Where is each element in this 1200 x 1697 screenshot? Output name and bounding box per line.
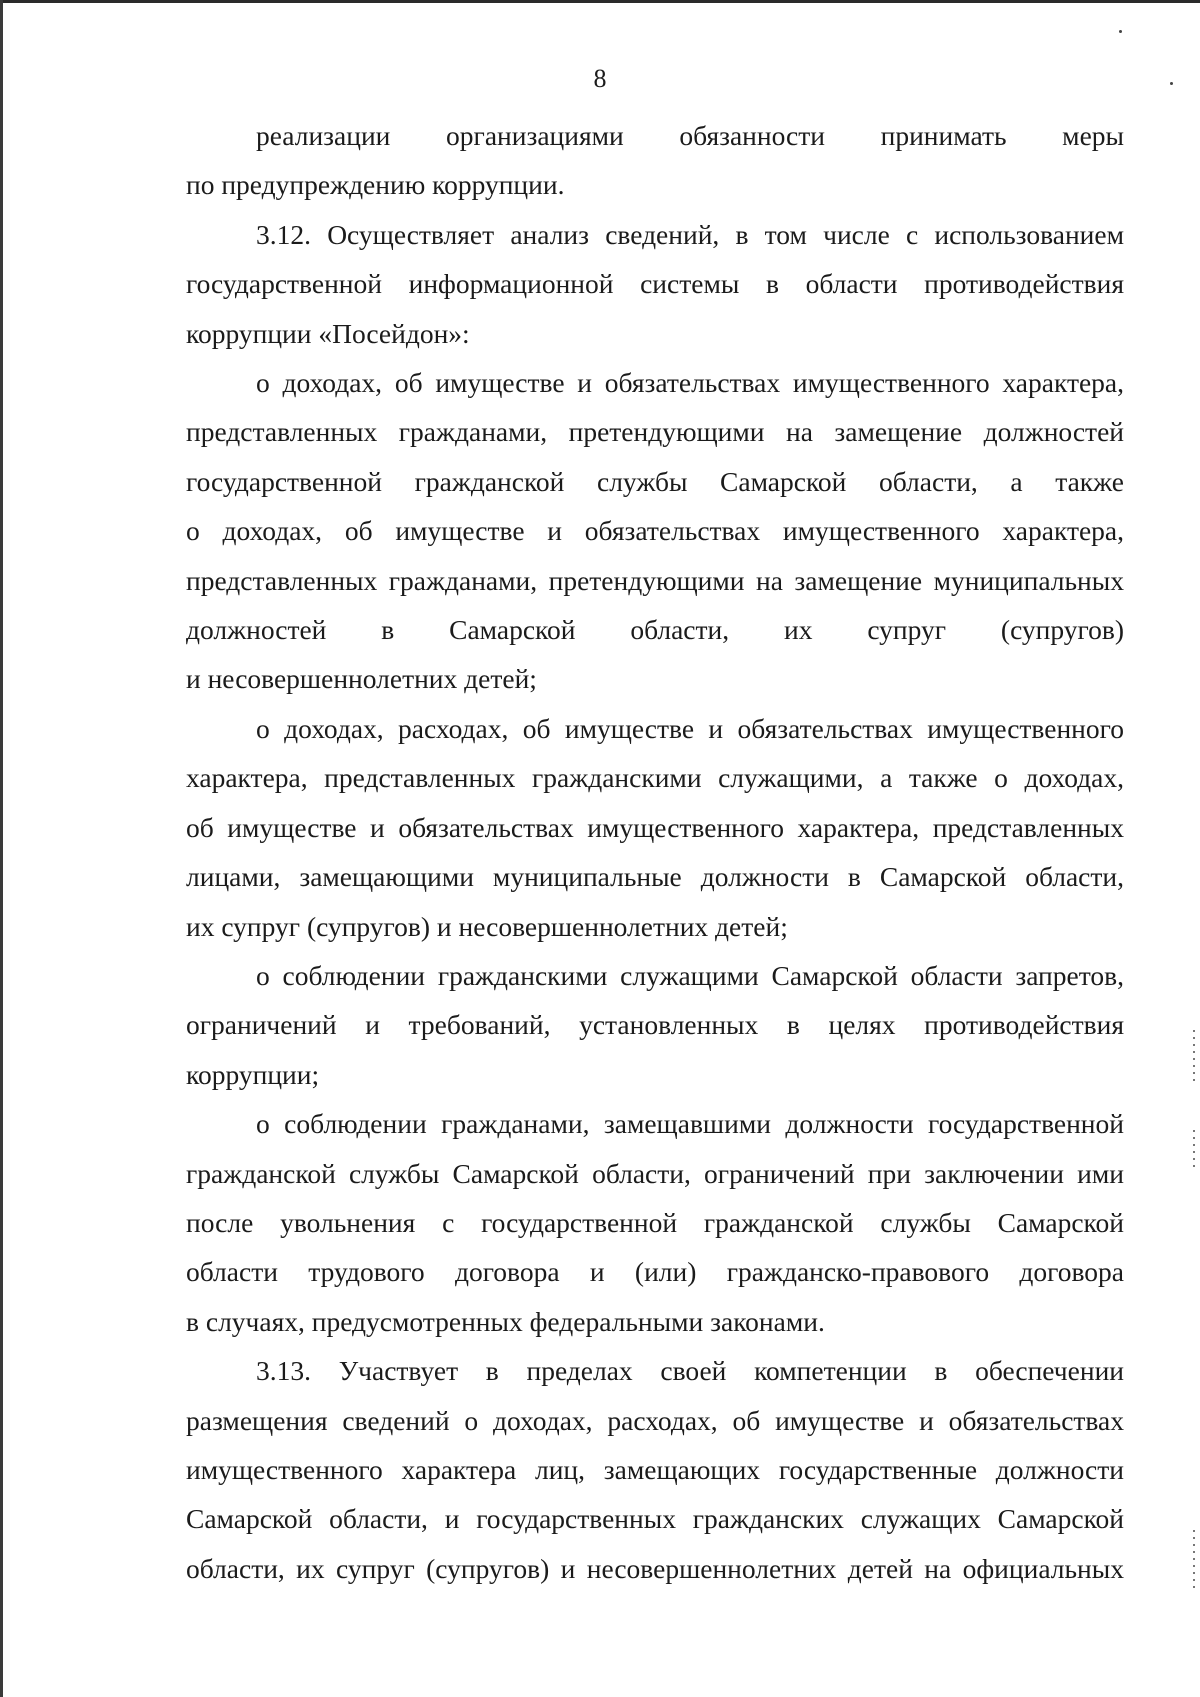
- text-line: области, их супруг (супругов) и несовершеннолетних детей на официальных: [186, 1552, 1124, 1584]
- text-line: о соблюдении гражданами, замещавшими должности государственной: [256, 1108, 1124, 1140]
- text-line: по предупреждению коррупции.: [186, 169, 565, 201]
- scan-dots-right: [1193, 1130, 1195, 1170]
- text-line: должностей в Самарской области, их супруг (супругов): [186, 614, 1124, 646]
- text-line: Самарской области, и государственных гражданских служащих Самарской: [186, 1503, 1124, 1535]
- document-body: [186, 111, 1124, 1593]
- text-line: и несовершеннолетних детей;: [186, 663, 537, 695]
- text-line: реализации организациями обязанности принимать меры: [256, 120, 1124, 151]
- text-line: государственной гражданской службы Самарской области, а также: [186, 465, 1124, 497]
- text-line: ограничений и требований, установленных в целях противодействия: [186, 1009, 1124, 1041]
- text-line: после увольнения с государственной гражданской службы Самарской: [186, 1206, 1124, 1238]
- page-number: 8: [593, 64, 607, 93]
- text-line: размещения сведений о доходах, расходах, об имуществе и обязательствах: [186, 1404, 1124, 1436]
- text-line: гражданской службы Самарской области, ограничений при заключении ими: [186, 1157, 1124, 1189]
- text-line: 3.12. Осуществляет анализ сведений, в том числе с использованием: [256, 218, 1124, 250]
- text-line: коррупции;: [186, 1058, 320, 1090]
- paragraph-p3_12: [186, 210, 1124, 358]
- text-line: представленных гражданами, претендующими на замещение должностей: [186, 416, 1124, 448]
- paragraph-p_compliance_former: [186, 1099, 1124, 1346]
- scan-border-left: [0, 0, 3, 1697]
- paragraph-p_compliance_servants: [186, 951, 1124, 1099]
- text-line: в случаях, предусмотренных федеральными законами.: [186, 1305, 825, 1337]
- scan-dots-right: [1193, 1030, 1195, 1085]
- scan-border-top: [0, 0, 1200, 3]
- text-line: имущественного характера лиц, замещающих государственные должности: [186, 1453, 1124, 1485]
- text-line: об имуществе и обязательствах имущественного характера, представленных: [186, 811, 1124, 843]
- text-line: лицами, замещающими муниципальные должности в Самарской области,: [186, 861, 1124, 893]
- text-line: о доходах, об имуществе и обязательствах имущественного характера,: [256, 367, 1124, 399]
- paragraph-cont: [186, 111, 1124, 210]
- text-line: о доходах, об имуществе и обязательствах имущественного характера,: [186, 515, 1124, 547]
- text-line: области трудового договора и (или) гражданско-правового договора: [186, 1256, 1124, 1288]
- scan-dots-right: [1193, 1530, 1195, 1590]
- text-line: о доходах, расходах, об имуществе и обязательствах имущественного: [256, 712, 1124, 744]
- text-line: 3.13. Участвует в пределах своей компетенции в обеспечении: [256, 1355, 1124, 1387]
- text-line: о соблюдении гражданскими служащими Самарской области запретов,: [256, 959, 1124, 991]
- text-line: характера, представленных гражданскими служащими, а также о доходах,: [186, 762, 1124, 794]
- text-line: коррупции «Посейдон»:: [186, 317, 470, 349]
- paragraph-p_income_candidates: [186, 358, 1124, 704]
- text-line: их супруг (супругов) и несовершеннолетних детей;: [186, 910, 788, 942]
- paragraph-p3_13: [186, 1346, 1124, 1593]
- scan-speck: [1119, 30, 1122, 33]
- paragraph-p_income_servants: [186, 704, 1124, 951]
- text-line: представленных гражданами, претендующими на замещение муниципальных: [186, 564, 1124, 596]
- text-line: государственной информационной системы в области противодействия: [186, 268, 1124, 300]
